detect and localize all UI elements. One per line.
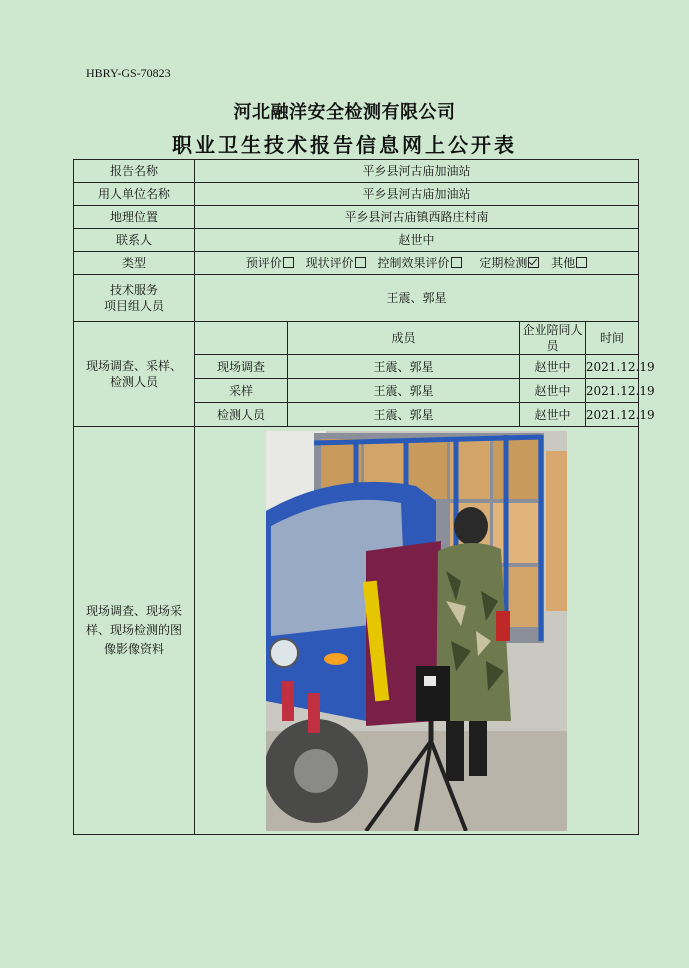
report-name-label: 报告名称 (74, 160, 195, 183)
survey-split (520, 355, 655, 379)
survey-label-line1: 现场调查、采样、 (85, 359, 182, 373)
survey-split-inner (520, 379, 655, 402)
document-code: HBRY-GS-70823 (86, 66, 171, 80)
checkbox-icon (451, 257, 462, 268)
site-photo (266, 431, 567, 831)
survey-header-time: 时间 (599, 331, 624, 345)
survey-company-person: 赵世中 (520, 403, 585, 426)
type-option-label: 控制效果评价 (377, 256, 450, 270)
tech-team-label (74, 275, 195, 322)
survey-header-inner (520, 322, 638, 354)
type-option-label: 现状评价 (305, 256, 354, 270)
survey-members: 王震、郭星 (288, 403, 520, 427)
survey-company-person: 赵世中 (520, 379, 585, 402)
type-label: 类型 (74, 252, 195, 275)
photo-label-line2: 样、现场检测的图 (85, 623, 182, 637)
employer-value: 平乡县河古庙加油站 (195, 183, 639, 206)
tech-team-label-line2: 项目组人员 (103, 299, 164, 313)
suspension-spring (282, 681, 294, 721)
survey-header-split (520, 322, 639, 355)
checkbox-icon (576, 257, 587, 268)
location-value: 平乡县河古庙镇西路庄村南 (195, 206, 639, 229)
survey-members: 王震、郭星 (288, 379, 520, 403)
tech-team-value: 王震、郭星 (195, 275, 639, 322)
type-option-label: 其他 (551, 256, 576, 270)
survey-split (520, 379, 655, 403)
photo-section-label (74, 427, 195, 835)
photo-cell (195, 427, 639, 835)
survey-members: 王震、郭星 (288, 355, 520, 379)
disclosure-table (73, 159, 655, 835)
survey-company-person: 赵世中 (520, 355, 585, 378)
survey-label (74, 322, 195, 427)
survey-label-line2: 检测人员 (109, 375, 158, 389)
type-option-control-evaluation (378, 256, 462, 270)
contact-label: 联系人 (74, 229, 195, 252)
checked-checkbox-icon (528, 257, 539, 268)
type-option-label: 预评价 (245, 256, 282, 270)
contact-value: 赵世中 (195, 229, 639, 252)
type-option-pre-evaluation (246, 256, 294, 270)
page-title: 职业卫生技术报告信息网上公开表 (172, 133, 517, 157)
survey-time: 2021.12.19 (585, 383, 655, 398)
tech-team-label-line1: 技术服务 (109, 283, 158, 297)
type-option-status-evaluation (306, 256, 366, 270)
survey-task: 采样 (195, 379, 288, 403)
photo-label-line1: 现场调查、现场采 (85, 604, 182, 618)
survey-task: 现场调查 (195, 355, 288, 379)
company-name: 河北融洋安全检测有限公司 (233, 102, 456, 123)
checkbox-icon (283, 257, 294, 268)
tricycle-headlight (270, 639, 298, 667)
survey-split-inner (520, 403, 655, 426)
wheel-hub (294, 749, 338, 793)
survey-header-blank (195, 322, 288, 355)
photo-label-line3: 像影像资料 (103, 642, 164, 656)
survey-split (520, 403, 655, 427)
survey-header-company-person: 企业陪同人员 (520, 322, 585, 354)
suspension-spring (308, 693, 320, 733)
type-option-periodic-testing (479, 256, 539, 270)
survey-task: 检测人员 (195, 403, 288, 427)
survey-header-members: 成员 (288, 322, 520, 355)
survey-time: 2021.12.19 (585, 407, 655, 422)
type-options (195, 252, 639, 275)
type-option-label: 定期检测 (479, 256, 528, 270)
location-label: 地理位置 (74, 206, 195, 229)
survey-split-inner (520, 355, 655, 378)
survey-time: 2021.12.19 (585, 359, 655, 374)
employer-label: 用人单位名称 (74, 183, 195, 206)
type-option-other (551, 256, 587, 270)
checkbox-icon (355, 257, 366, 268)
report-name-value: 平乡县河古庙加油站 (195, 160, 639, 183)
tricycle-indicator (324, 653, 348, 665)
